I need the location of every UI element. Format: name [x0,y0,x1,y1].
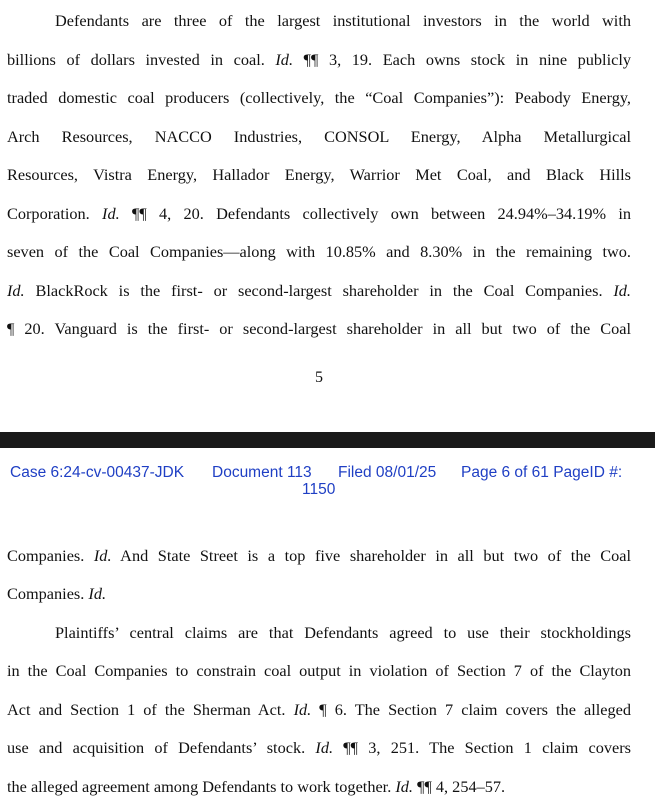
body-text-line: Companies. Id. And State Street is a top five shareholder in all but two of the Coal [7,546,631,565]
body-text-line: billions of dollars invested in coal. Id. ¶¶ 3, 19. Each owns stock in nine publicly [7,50,631,69]
case-number: Case 6:24-cv-00437-JDK [10,464,185,481]
body-text-line: Act and Section 1 of the Sherman Act. Id. ¶ 6. The Section 7 claim covers the alleged [7,700,631,719]
body-text-line: Defendants are three of the largest institutional investors in the world with [55,11,631,30]
body-text-line: seven of the Coal Companies—along with 10.85% and 8.30% in the remaining two. [7,242,631,261]
page-info: Page 6 of 61 PageID #: [461,464,623,481]
document-label: Document 113 [212,464,312,481]
body-text-line: Plaintiffs’ central claims are that Defendants agreed to use their stockholdings [55,623,631,642]
body-text-line: Companies. Id. [7,584,107,603]
body-text-line: use and acquisition of Defendants’ stock. Id. ¶¶ 3, 251. The Section 1 claim covers [7,738,632,757]
page-number: 5 [315,369,323,386]
body-text-line: Resources, Vistra Energy, Hallador Energy, Warrior Met Coal, and Black Hills [7,165,631,184]
body-text-line: traded domestic coal producers (collectively, the “Coal Companies”): Peabody Energy, [7,88,631,107]
page-id-value: 1150 [302,481,336,498]
body-text-line: Arch Resources, NACCO Industries, CONSOL Energy, Alpha Metallurgical [7,127,631,146]
filed-date: Filed 08/01/25 [338,464,437,481]
body-text-line: the alleged agreement among Defendants to work together. Id. ¶¶ 4, 254–57. [7,777,506,796]
body-text-line: Corporation. Id. ¶¶ 4, 20. Defendants collectively own between 24.94%–34.19% in [7,204,631,223]
body-text-line: ¶ 20. Vanguard is the first- or second-largest shareholder in all but two of the Coal [7,319,631,338]
body-text-line: in the Coal Companies to constrain coal output in violation of Section 7 of the Clayton [7,661,631,680]
page-divider [0,432,655,448]
body-text-line: Id. BlackRock is the first- or second-largest shareholder in the Coal Companies. Id. [7,281,631,300]
